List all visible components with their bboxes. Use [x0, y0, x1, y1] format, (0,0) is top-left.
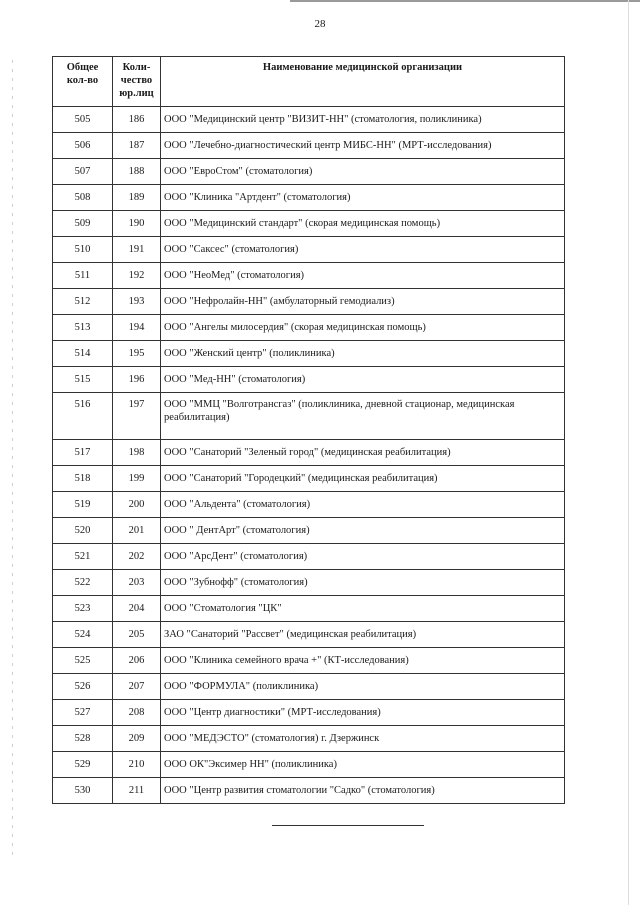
- table-row: [53, 133, 565, 159]
- cell-name: ООО "Санаторий "Зеленый город" (медицинская реабилитация): [161, 440, 565, 466]
- table-row: [53, 648, 565, 674]
- cell-name: ООО "Лечебно-диагностический центр МИБС-НН" (МРТ-исследования): [161, 133, 565, 159]
- table-row: [53, 263, 565, 289]
- cell-count: 194: [113, 315, 161, 341]
- cell-name: ООО "НеоМед" (стоматология): [161, 263, 565, 289]
- cell-total: 519: [53, 492, 113, 518]
- cell-total: 518: [53, 466, 113, 492]
- cell-name: ООО "Стоматология "ЦК": [161, 596, 565, 622]
- cell-name: ООО "Медицинский центр "ВИЗИТ-НН" (стоматология, поликлиника): [161, 107, 565, 133]
- cell-count: 195: [113, 341, 161, 367]
- cell-name: ООО "Центр диагностики" (МРТ-исследования): [161, 700, 565, 726]
- cell-total: 526: [53, 674, 113, 700]
- table-body: [53, 107, 565, 804]
- cell-total: 529: [53, 752, 113, 778]
- table-row: [53, 492, 565, 518]
- scan-edge-left: [12, 60, 13, 860]
- cell-count: 199: [113, 466, 161, 492]
- cell-total: 524: [53, 622, 113, 648]
- cell-name: ООО ОК"Эксимер НН" (поликлиника): [161, 752, 565, 778]
- table-row: [53, 107, 565, 133]
- cell-total: 520: [53, 518, 113, 544]
- table-row: [53, 289, 565, 315]
- cell-count: 200: [113, 492, 161, 518]
- cell-count: 202: [113, 544, 161, 570]
- cell-count: 197: [113, 393, 161, 440]
- cell-name: ООО "Женский центр" (поликлиника): [161, 341, 565, 367]
- cell-name: ООО "Медицинский стандарт" (скорая медицинская помощь): [161, 211, 565, 237]
- cell-total: 523: [53, 596, 113, 622]
- cell-name: ООО "ЕвроСтом" (стоматология): [161, 159, 565, 185]
- table-row: [53, 367, 565, 393]
- cell-count: 189: [113, 185, 161, 211]
- organizations-table: [52, 56, 565, 804]
- cell-total: 511: [53, 263, 113, 289]
- cell-count: 208: [113, 700, 161, 726]
- cell-total: 517: [53, 440, 113, 466]
- cell-name: ООО "Санаторий "Городецкий" (медицинская реабилитация): [161, 466, 565, 492]
- table-row: [53, 518, 565, 544]
- table-row: [53, 674, 565, 700]
- table-row: [53, 752, 565, 778]
- table-row: [53, 466, 565, 492]
- cell-count: 191: [113, 237, 161, 263]
- cell-total: 513: [53, 315, 113, 341]
- cell-count: 207: [113, 674, 161, 700]
- cell-name: ООО " ДентАрт" (стоматология): [161, 518, 565, 544]
- cell-count: 204: [113, 596, 161, 622]
- cell-name: ЗАО "Санаторий "Рассвет" (медицинская реабилитация): [161, 622, 565, 648]
- table-row: [53, 315, 565, 341]
- cell-total: 530: [53, 778, 113, 804]
- cell-name: ООО "Нефролайн-НН" (амбулаторный гемодиализ): [161, 289, 565, 315]
- cell-total: 516: [53, 393, 113, 440]
- cell-total: 509: [53, 211, 113, 237]
- cell-count: 190: [113, 211, 161, 237]
- cell-name: ООО "Клиника семейного врача +" (КТ-исследования): [161, 648, 565, 674]
- scan-edge-top: [290, 0, 640, 2]
- cell-count: 196: [113, 367, 161, 393]
- cell-total: 528: [53, 726, 113, 752]
- cell-total: 521: [53, 544, 113, 570]
- cell-total: 505: [53, 107, 113, 133]
- cell-count: 186: [113, 107, 161, 133]
- end-separator-line: [272, 825, 424, 826]
- cell-count: 203: [113, 570, 161, 596]
- page-number: 28: [314, 18, 326, 30]
- table-row: [53, 211, 565, 237]
- table-row: [53, 778, 565, 804]
- cell-name: ООО "Зубнофф" (стоматология): [161, 570, 565, 596]
- cell-name: ООО "Альдента" (стоматология): [161, 492, 565, 518]
- cell-name: ООО "ФОРМУЛА" (поликлиника): [161, 674, 565, 700]
- table-header-row: [53, 57, 565, 107]
- table-row: [53, 700, 565, 726]
- cell-name: ООО "Мед-НН" (стоматология): [161, 367, 565, 393]
- table-row: [53, 440, 565, 466]
- cell-total: 512: [53, 289, 113, 315]
- header-name: Наименование медицинской организации: [161, 57, 565, 107]
- cell-count: 211: [113, 778, 161, 804]
- table-row: [53, 237, 565, 263]
- table-row: [53, 341, 565, 367]
- table-row: [53, 596, 565, 622]
- cell-count: 201: [113, 518, 161, 544]
- cell-total: 510: [53, 237, 113, 263]
- cell-total: 507: [53, 159, 113, 185]
- cell-name: ООО "Саксес" (стоматология): [161, 237, 565, 263]
- cell-count: 209: [113, 726, 161, 752]
- cell-total: 525: [53, 648, 113, 674]
- cell-count: 210: [113, 752, 161, 778]
- table-row: [53, 393, 565, 440]
- cell-count: 192: [113, 263, 161, 289]
- cell-total: 508: [53, 185, 113, 211]
- table-row: [53, 570, 565, 596]
- cell-count: 193: [113, 289, 161, 315]
- scan-edge-right: [628, 0, 629, 905]
- cell-total: 506: [53, 133, 113, 159]
- table-row: [53, 185, 565, 211]
- cell-name: ООО "Клиника "Артдент" (стоматология): [161, 185, 565, 211]
- table-row: [53, 622, 565, 648]
- header-total: Общее кол-во: [53, 57, 113, 107]
- cell-name: ООО "МЕДЭСТО" (стоматология) г. Дзержинск: [161, 726, 565, 752]
- cell-total: 515: [53, 367, 113, 393]
- cell-name: ООО "АрсДент" (стоматология): [161, 544, 565, 570]
- cell-total: 514: [53, 341, 113, 367]
- header-count: Коли-чество юр.лиц: [113, 57, 161, 107]
- table-row: [53, 159, 565, 185]
- cell-total: 527: [53, 700, 113, 726]
- cell-count: 206: [113, 648, 161, 674]
- cell-name: ООО "Центр развития стоматологии "Садко" (стоматология): [161, 778, 565, 804]
- cell-count: 198: [113, 440, 161, 466]
- cell-total: 522: [53, 570, 113, 596]
- cell-count: 187: [113, 133, 161, 159]
- cell-count: 205: [113, 622, 161, 648]
- cell-name: ООО "Ангелы милосердия" (скорая медицинская помощь): [161, 315, 565, 341]
- table-row: [53, 544, 565, 570]
- table-row: [53, 726, 565, 752]
- cell-name: ООО "ММЦ "Волготрансгаз" (поликлиника, дневной стационар, медицинская реабилитация): [161, 393, 565, 440]
- cell-count: 188: [113, 159, 161, 185]
